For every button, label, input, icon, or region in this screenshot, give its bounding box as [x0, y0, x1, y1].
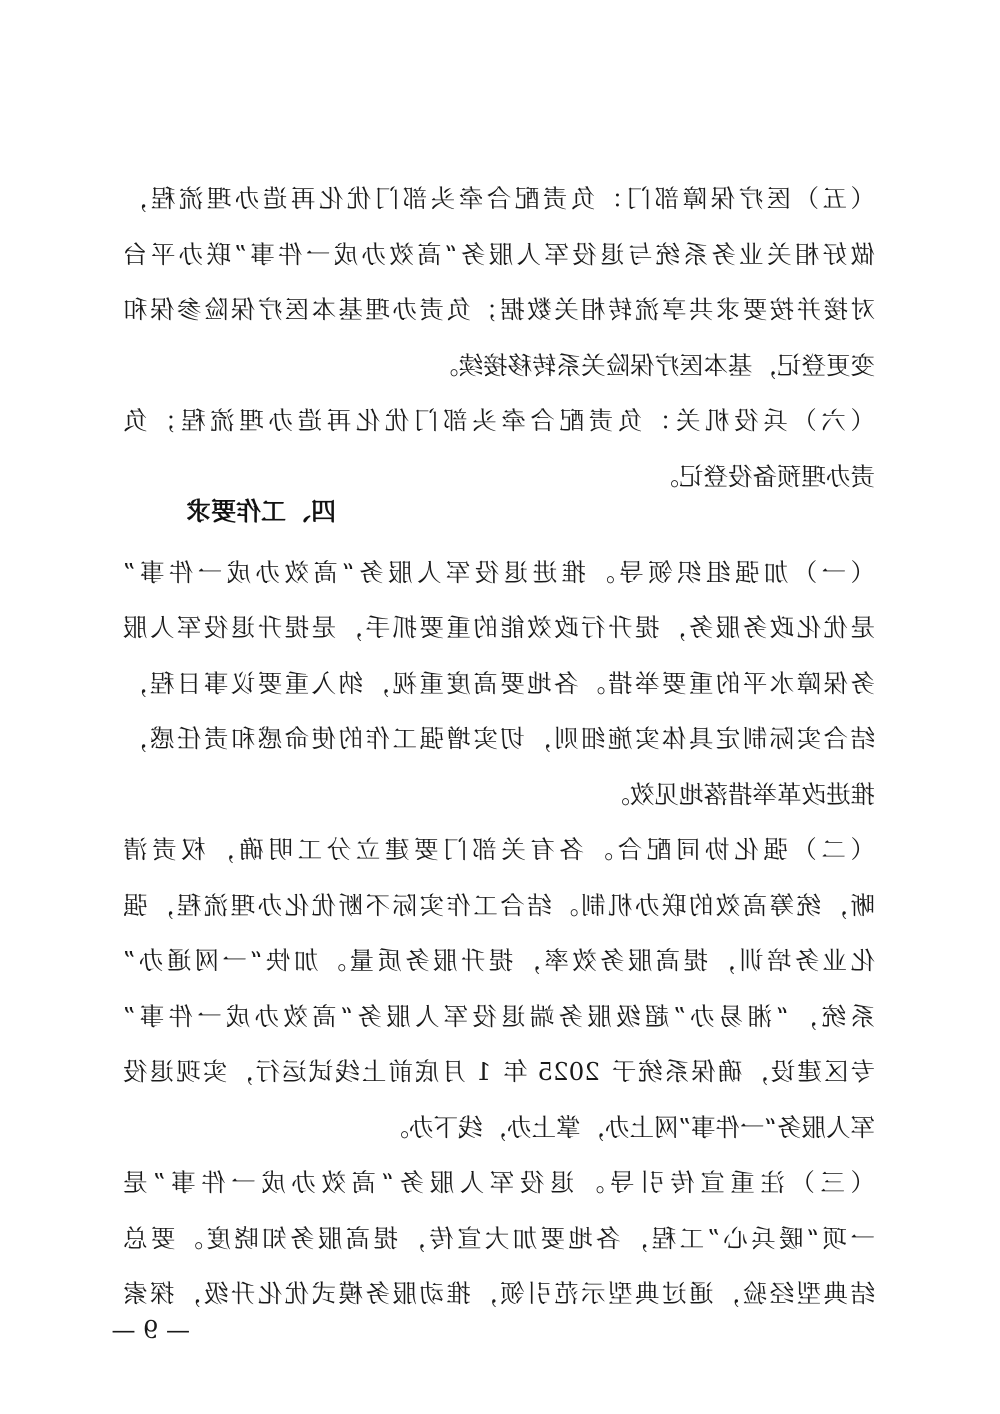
text-line: （二）强化协同配合。各有关部门要建立分工明确，权责清	[123, 835, 875, 864]
text-line: 系统，“湘易办”超级服务端退役军人服务“高效办成一件事”	[123, 1002, 875, 1031]
text-line: 责办理预备役登记。	[654, 462, 875, 491]
text-line: （五）医疗保障部门：负责配合牵头部门优化再造办理流程，	[123, 184, 875, 213]
text-line: （六）兵役机关：负责配合牵头部门优化再造办理流程；负	[123, 406, 875, 435]
page-number: — 9 —	[111, 1316, 190, 1344]
text-line: 晰，统筹高效的联办机制。结合工作实际不断优化办理流程，强	[123, 891, 875, 920]
text-line: 结典型经验，通过典型示范引领，推动服务模式优化升级，探索	[123, 1279, 875, 1308]
text-line: （一）加强组织领导。推进退役军人服务“高效办成一件事”	[123, 558, 875, 587]
text-line: 变更登记，基本医疗保险关系转移接续。	[434, 351, 875, 380]
text-line: （三）注重宣传引导。退役军人服务“高效办成一件事”是	[123, 1168, 875, 1197]
text-line: 做好相关业务系统与退役军人服务“高效办成一件事”联办平台	[123, 240, 875, 269]
text-line: 推进改革举措落地见效。	[605, 780, 875, 809]
text-line: 一项“暖兵心”工程，各地要加大宣传，提高服务知晓度。要总	[123, 1224, 875, 1253]
text-line: 是优化政务服务，提升行政效能的重要抓手，是提升退役军人服	[123, 613, 875, 642]
text-line: 结合实际制定具体实施细则，切实增强工作的使命感和责任感，	[123, 724, 875, 753]
text-line: 化业务培训，提高服务效率，提升服务质量。加快“一网通办”	[123, 946, 875, 975]
text-line: 务保障水平的重要举措。各地要高度重视，纳入重要议事日程，	[123, 669, 875, 698]
text-line: 军人服务“一件事”网上办，掌上办，线下办。	[384, 1113, 875, 1142]
text-line: 对接并按要求共享流转相关数据；负责办理基本医疗保险参保和	[123, 295, 875, 324]
section-heading: 四、工作要求	[185, 497, 336, 526]
text-line: 专区建设，确保系统于 2025 年 1 月底前上线试运行，实现退役	[123, 1057, 875, 1086]
